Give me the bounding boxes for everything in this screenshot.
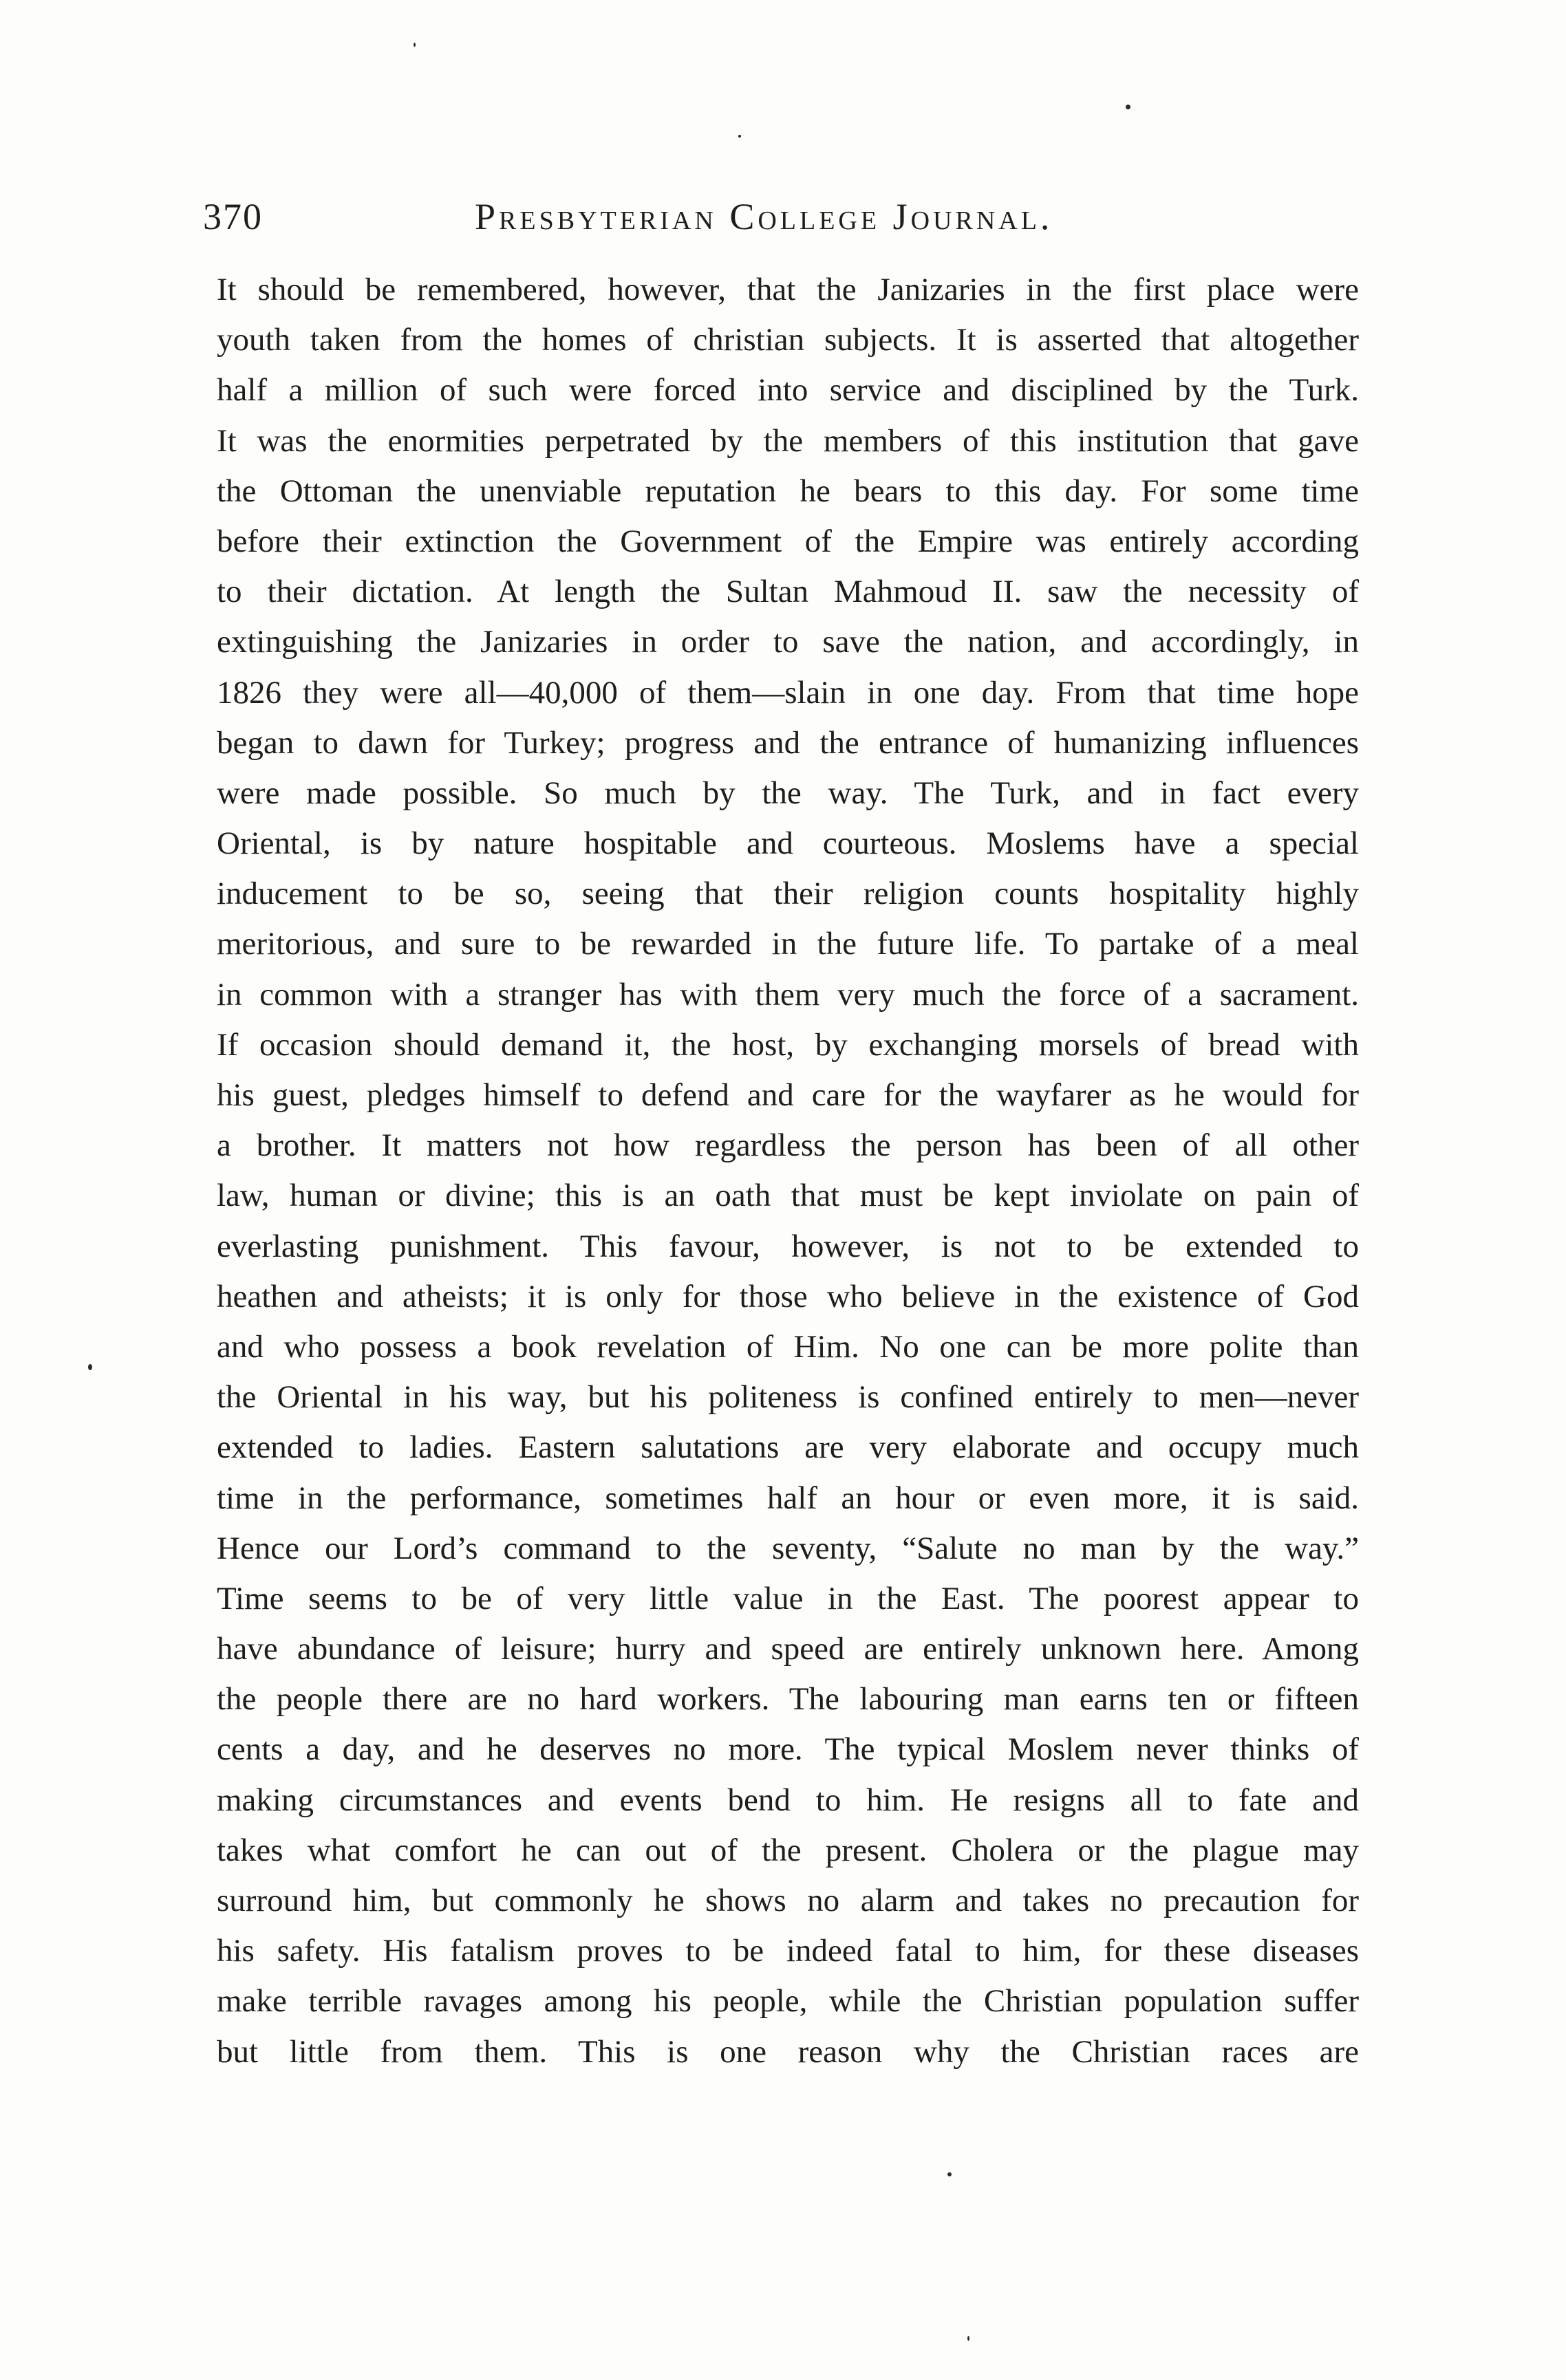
text-line: the Ottoman the unenviable reputation he bears to this day. For some time — [217, 473, 1359, 509]
text-line: were made possible. So much by the way. The Turk, and in fact every — [217, 775, 1359, 811]
text-line: 1826 they were all—40,000 of them—slain in one day. From that time hope — [217, 674, 1359, 711]
text-line: heathen and atheists; it is only for those who believe in the existence of God — [217, 1278, 1359, 1315]
text-line: law, human or divine; this is an oath that must be kept inviolate on pain of — [217, 1178, 1359, 1214]
text-line: making circumstances and events bend to him. He resigns all to fate and — [217, 1782, 1359, 1818]
text-line: youth taken from the homes of christian subjects. It is asserted that altogether — [217, 322, 1359, 358]
text-line: extended to ladies. Eastern salutations are very elaborate and occupy much — [217, 1429, 1359, 1466]
scan-speck — [947, 2172, 952, 2176]
running-title: Presbyterian College Journal. — [475, 196, 1053, 237]
text-line: Time seems to be of very little value in the East. The poorest appear to — [217, 1580, 1359, 1616]
text-line: It was the enormities perpetrated by the members of this institution that gave — [217, 422, 1359, 459]
text-line: the Oriental in his way, but his politeness is confined entirely to men—never — [217, 1379, 1359, 1416]
text-line: everlasting punishment. This favour, however, is not to be extended to — [217, 1228, 1359, 1264]
text-line: takes what comfort he can out of the present. Cholera or the plague may — [217, 1832, 1359, 1868]
scan-speck — [1126, 105, 1130, 109]
page-number: 370 — [203, 196, 263, 237]
text-line: in common with a stranger has with them very much the force of a sacrament. — [217, 976, 1359, 1013]
text-line: began to dawn for Turkey; progress and the entrance of humanizing influences — [217, 724, 1359, 761]
text-line: time in the performance, sometimes half an hour or even more, it is said. — [217, 1480, 1359, 1516]
text-line: to their dictation. At length the Sultan Mahmoud II. saw the necessity of — [217, 574, 1359, 610]
scan-speck — [967, 2336, 969, 2341]
text-line: cents a day, and he deserves no more. The typical Moslem never thinks of — [217, 1731, 1359, 1768]
scan-speck — [414, 43, 416, 47]
text-line: Hence our Lord’s command to the seventy, “Salute no man by the way.” — [217, 1530, 1359, 1566]
text-line: surround him, but commonly he shows no alarm and takes no precaution for — [217, 1883, 1359, 1918]
text-line: It should be remembered, however, that the Janizaries in the first place were — [217, 272, 1359, 307]
page-header — [203, 186, 1380, 248]
text-line: half a million of such were forced into service and disciplined by the Turk. — [217, 372, 1359, 409]
text-line: his safety. His fatalism proves to be indeed fatal to him, for these diseases — [217, 1933, 1359, 1969]
text-line: If occasion should demand it, the host, by exchanging morsels of bread with — [217, 1026, 1359, 1063]
body-text — [217, 265, 1359, 2077]
text-line: the people there are no hard workers. The labouring man earns ten or fifteen — [217, 1681, 1359, 1718]
text-line: extinguishing the Janizaries in order to save the nation, and accordingly, in — [217, 624, 1359, 660]
scan-speck — [88, 1364, 92, 1370]
text-line: and who possess a book revelation of Him. No one can be more polite than — [217, 1328, 1359, 1365]
text-line: inducement to be so, seeing that their religion counts hospitality highly — [217, 876, 1359, 912]
scan-speck — [738, 135, 741, 138]
text-line: but little from them. This is one reason why the Christian races are — [217, 2033, 1359, 2070]
text-line: before their extinction the Government of the Empire was entirely according — [217, 523, 1359, 559]
text-line: Oriental, is by nature hospitable and courteous. Moslems have a special — [217, 825, 1359, 862]
text-line: a brother. It matters not how regardless the person has been of all other — [217, 1127, 1359, 1164]
text-line: have abundance of leisure; hurry and speed are entirely unknown here. Among — [217, 1631, 1359, 1667]
text-line: make terrible ravages among his people, while the Christian population suffer — [217, 1983, 1359, 2020]
text-line: his guest, pledges himself to defend and care for the wayfarer as he would for — [217, 1077, 1359, 1113]
text-line: meritorious, and sure to be rewarded in the future life. To partake of a meal — [217, 926, 1359, 962]
